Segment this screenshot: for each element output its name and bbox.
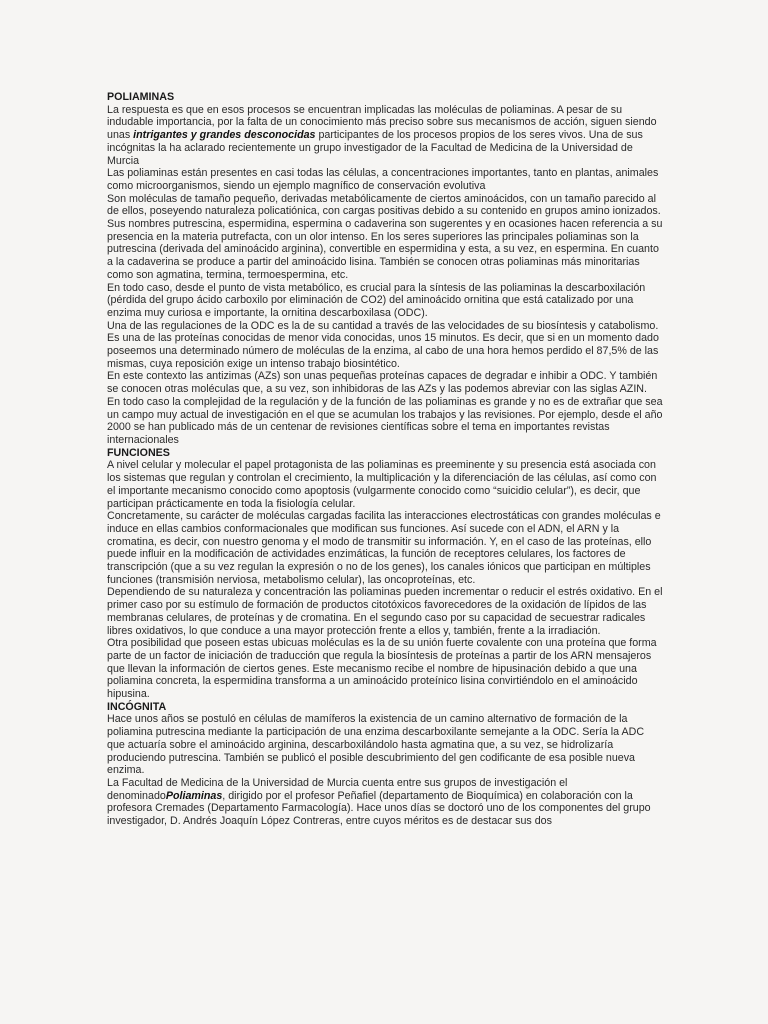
paragraph: Una de las regulaciones de la ODC es la de su cantidad a través de las velocidades de su biosíntesis y catabolismo. Es una de las proteínas conocidas de menor vida conocidas, unos 15 minutos. Es decir, que si en un momento dado poseemos una determinado número de moléculas de la enzima, al cabo de una hora hemos perdido el 87,5% de las mismas, cuya reposición exige un intenso trabajo biosintético. <box>107 319 659 370</box>
paragraph: Dependiendo de su naturaleza y concentración las poliaminas pueden incrementar o reducir el estrés oxidativo. En el primer caso por su estímulo de formación de productos citotóxicos favorecedores de la oxidación de lípidos de las membranas celulares, de proteínas y de cromatina. En el segundo caso por su capacidad de secuestrar radicales libres oxidativos, lo que conduce a una mayor protección frente a ellos y, también, frente a la irradiación. <box>107 586 663 637</box>
paragraph-text: , dirigido por el profesor Peñafiel (departamento de Bioquímica) en colaboración con la profesora Cremades (Departamento Farmacología). Hace unos días se doctoró uno de los componentes del grupo investigador, D. Andrés Joaquín López Contreras, entre cuyos méritos es de destacar sus dos <box>107 789 651 828</box>
section-heading: POLIAMINAS <box>107 91 175 103</box>
paragraph: Son moléculas de tamaño pequeño, derivadas metabólicamente de ciertos aminoácidos, con un tamaño parecido al de ellos, poseyendo naturaleza policatiónica, con cargas positivas debido a su contenido en grupos amino ionizados. <box>107 192 661 218</box>
paragraph: Sus nombres putrescina, espermidina, espermina o cadaverina son sugerentes y en ocasiones hacen referencia a su presencia en la materia putrefacta, con un olor intenso. En los seres superiores las principales poliaminas son la putrescina (derivada del aminoácido arginina), convertible en espermidina y esta, a su vez, en espermina. En cuanto a la cadaverina se produce a partir del aminoácido lisina. También se conocen otras poliaminas más minoritarias como son agmatina, termina, termoespermina, etc. <box>107 218 663 281</box>
paragraph: En todo caso, desde el punto de vista metabólico, es crucial para la síntesis de las poliaminas la descarboxilación (pérdida del grupo ácido carboxilo por eliminación de CO2) del aminoácido ornitina que está catalizado por una enzima muy curiosa e importante, la ornitina descarboxilasa (ODC). <box>107 281 646 319</box>
paragraph: Concretamente, su carácter de moléculas cargadas facilita las interacciones electrostáticas con grandes moléculas e induce en ellas cambios conformacionales que modifican sus funciones. Así sucede con el ADN, el ARN y la cromatina, es decir, con nuestro genoma y el modo de transmitir su información. Y, en el caso de las proteínas, ello puede influir en la modificación de actividades enzimáticas, la función de receptores celulares, los factores de transcripción (que a su vez regulan la expresión o no de los genes), los canales iónicos que participan en múltiples funciones (transmisión nerviosa, metabolismo celular), las oncoproteínas, etc. <box>107 510 661 586</box>
paragraph: Las poliaminas están presentes en casi todas las células, a concentraciones importantes, tanto en plantas, animales como microorganismos, siendo un ejemplo magnífico de conservación evolutiva <box>107 167 659 192</box>
paragraph-text: La Facultad de Medicina de la Universidad de Murcia cuenta entre sus grupos de investigación el denominado <box>107 776 568 802</box>
section-heading: FUNCIONES <box>107 446 170 459</box>
emphasis-text: intrigantes y grandes desconocidas <box>133 129 316 142</box>
emphasis-text: Poliaminas <box>165 789 223 802</box>
paragraph-text: participantes de los procesos propios de los seres vivos. Una de sus incógnitas la ha aclarado recientemente un grupo investigador de la Facultad de Medicina de la Universidad de Murcia <box>107 129 643 167</box>
paragraph: A nivel celular y molecular el papel protagonista de las poliaminas es preeminente y su presencia está asociada con los sistemas que regulan y controlan el crecimiento, la multiplicación y la diferenciación de las células, así como con el importante mecanismo conocido como apoptosis (vulgarmente conocido como “suicidio celular”), es decir, que participan prácticamente en toda la fisiología celular. <box>107 459 657 510</box>
paragraph-text: La respuesta es que en esos procesos se encuentran implicadas las moléculas de poliaminas. A pesar de su indudable importancia, por la falta de un conocimiento más preciso sobre sus mecanismos de acción, siguen siendo unas <box>107 103 657 142</box>
paragraph: Hace unos años se postuló en células de mamíferos la existencia de un camino alternativo de formación de la poliamina putrescina mediante la participación de una enzima descarboxilante semejante a la ODC. Sería la ADC que actuaría sobre el aminoácido arginina, descarboxilándolo hasta agmatina que, a su vez, se hidrolizaría produciendo putrescina. También se publicó el posible descubrimiento del gen codificante de esa posible nueva enzima. <box>107 713 645 777</box>
paragraph <box>107 104 663 168</box>
document-body <box>107 91 663 828</box>
paragraph <box>107 777 663 828</box>
paragraph: Otra posibilidad que poseen estas ubicuas moléculas es la de su unión fuerte covalente con una proteína que forma parte de un factor de iniciación de traducción que regula la biosíntesis de proteínas a partir de los ARN mensajeros que llevan la información de ciertos genes. Este mecanismo recibe el nombre de hipusinación debido a que una poliamina concreta, la espermidina transforma a un aminoácido proteínico lisina convirtiéndolo en el aminoácido hipusina. <box>107 637 657 701</box>
paragraph: En este contexto las antizimas (AZs) son unas pequeñas proteínas capaces de degradar e inhibir a ODC. Y también se conocen otras moléculas que, a su vez, son inhibidoras de las AZs y las podemos abreviar con las siglas AZIN. <box>107 370 658 396</box>
paragraph: En todo caso la complejidad de la regulación y de la función de las poliaminas es grande y no es de extrañar que sea un campo muy actual de investigación en el que se acumulan los trabajos y las revisiones. Por ejemplo, desde el año 2000 se han publicado más de un centenar de revisiones científicas sobre el tema en importantes revistas internacionales <box>107 395 663 446</box>
section-heading: INCÓGNITA <box>107 700 167 713</box>
